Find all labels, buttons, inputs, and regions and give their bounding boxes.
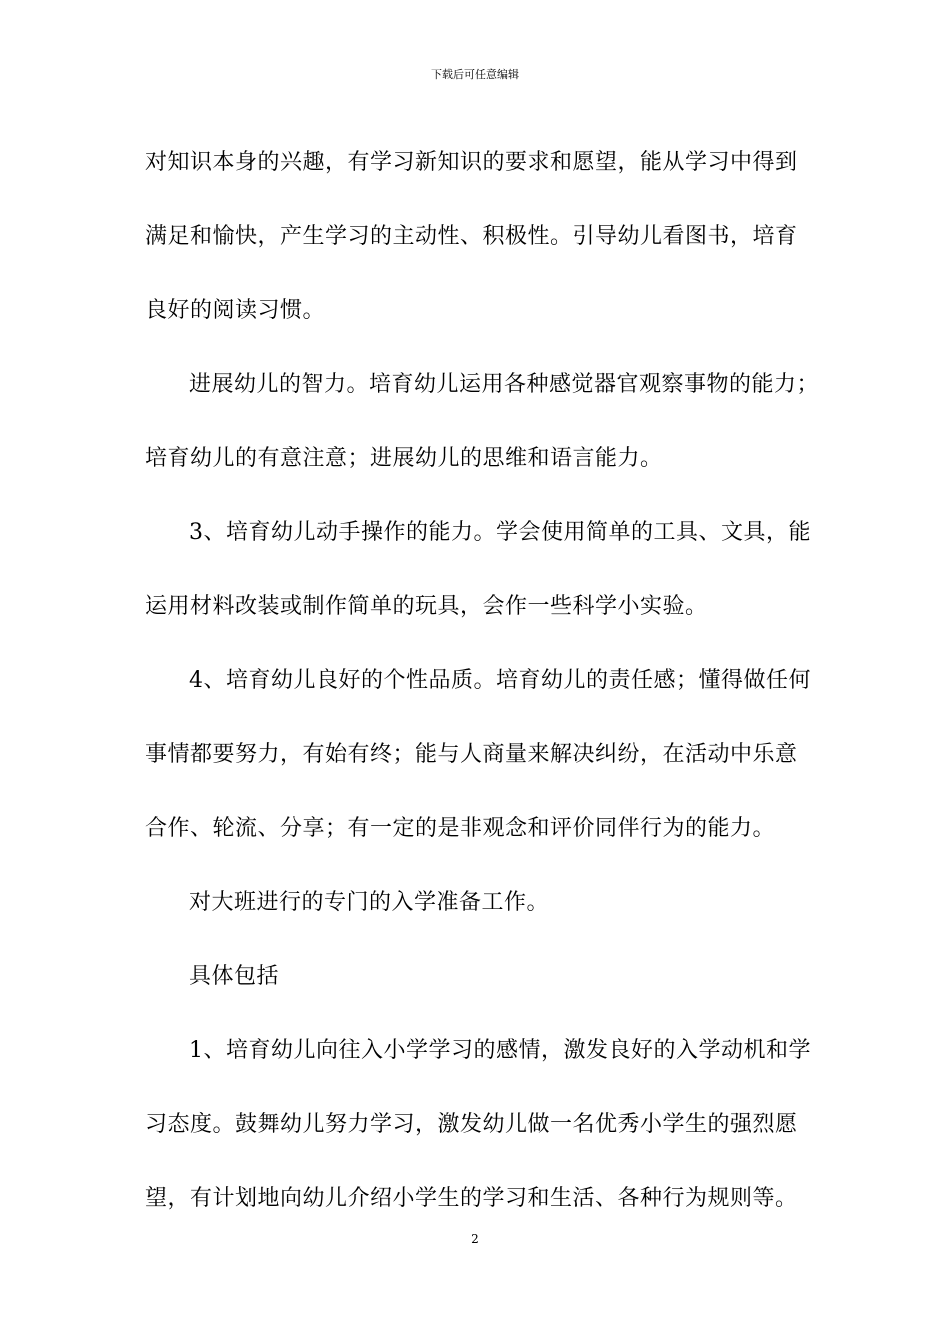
text-line: 习态度。鼓舞幼儿努力学习，激发幼儿做一名优秀小学生的强烈愿	[145, 1112, 798, 1137]
text-line: 具体包括	[189, 964, 280, 989]
text-line: 良好的阅读习惯。	[145, 298, 326, 323]
document-body	[145, 126, 820, 1236]
text-line: 合作、轮流、分享；有一定的是非观念和评价同伴行为的能力。	[145, 816, 776, 841]
text-line: 事情都要努力，有始有终；能与人商量来解决纠纷，在活动中乐意	[145, 742, 798, 767]
page-number: 2	[471, 1232, 479, 1246]
text-line: 4、培育幼儿良好的个性品质。培育幼儿的责任感；懂得做任何	[189, 668, 811, 693]
text-line: 3、培育幼儿动手操作的能力。学会使用简单的工具、文具，能	[189, 520, 811, 545]
text-line: 运用材料改装或制作简单的玩具，会作一些科学小实验。	[145, 594, 708, 619]
text-line: 满足和愉快，产生学习的主动性、积极性。引导幼儿看图书，培育	[145, 224, 798, 249]
text-line: 进展幼儿的智力。培育幼儿运用各种感觉器官观察事物的能力；	[189, 372, 820, 397]
text-line: 1、培育幼儿向往入小学学习的感情，激发良好的入学动机和学	[189, 1038, 811, 1063]
text-line: 对知识本身的兴趣，有学习新知识的要求和愿望，能从学习中得到	[145, 150, 798, 175]
text-line: 望，有计划地向幼儿介绍小学生的学习和生活、各种行为规则等。	[145, 1186, 798, 1211]
text-line: 培育幼儿的有意注意；进展幼儿的思维和语言能力。	[145, 446, 663, 471]
page-header: 下载后可任意编辑	[431, 68, 519, 81]
text-line: 对大班进行的专门的入学准备工作。	[189, 890, 550, 915]
